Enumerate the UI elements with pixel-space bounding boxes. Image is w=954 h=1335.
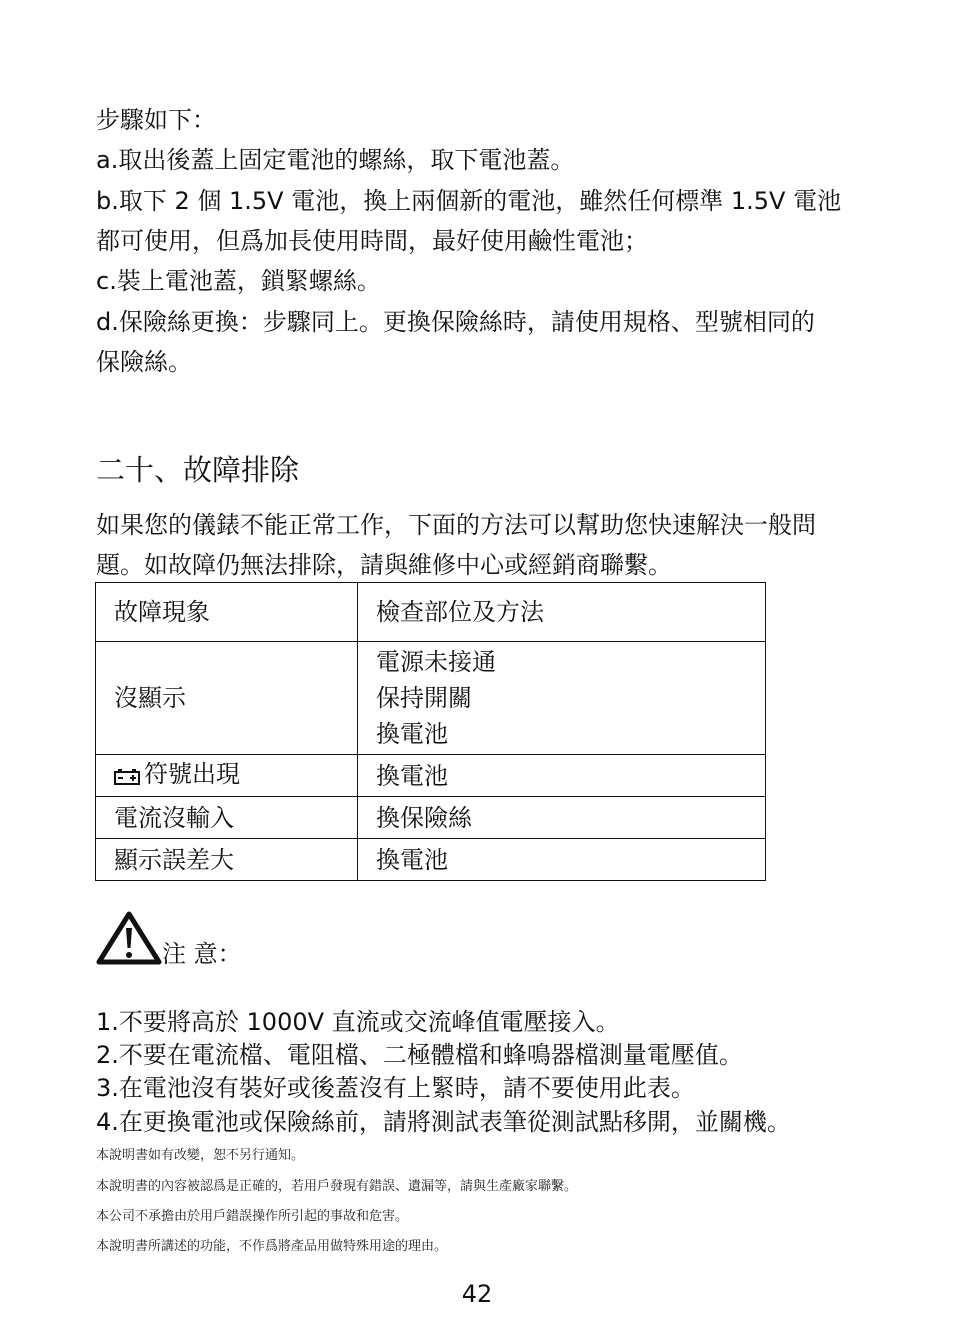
symptom-cell: 沒顯示 — [96, 642, 358, 755]
step-d-line1: d.保險絲更換：步驟同上。更換保險絲時，請使用規格、型號相同的 — [96, 308, 815, 336]
note-line: 本說明書如有改變，恕不另行通知。 — [96, 1148, 305, 1163]
step-a: a.取出後蓋上固定電池的螺絲，取下電池蓋。 — [96, 146, 575, 174]
table-row — [96, 797, 766, 839]
table-row — [96, 642, 766, 755]
step-c: c.裝上電池蓋，鎖緊螺絲。 — [96, 267, 381, 295]
note-line: 本說明書的內容被認爲是正確的，若用戶發現有錯誤、遺漏等，請與生產廠家聯繫。 — [96, 1179, 578, 1194]
symptom-cell: 顯示誤差大 — [96, 839, 358, 881]
note-line: 本說明書所講述的功能，不作爲將產品用做特殊用途的理由。 — [96, 1239, 448, 1254]
caution-item: 1.不要將高於 1000V 直流或交流峰值電壓接入。 — [96, 1008, 620, 1036]
method-line: 電源未接通 — [376, 648, 496, 676]
step-b-line1: b.取下 2 個 1.5V 電池，換上兩個新的電池，雖然任何標準 1.5V 電池 — [96, 187, 842, 215]
method-cell — [358, 642, 766, 755]
page-number: 42 — [461, 1280, 493, 1308]
table-row — [96, 755, 766, 797]
caution-label: 注 意： — [162, 940, 242, 968]
step-b-line2: 都可使用，但爲加長使用時間，最好使用鹼性電池； — [96, 227, 648, 255]
method-line: 換電池 — [376, 720, 448, 748]
intro-line2: 題。如故障仍無法排除，請與維修中心或經銷商聯繫。 — [96, 551, 672, 579]
caution-item: 2.不要在電流檔、電阻檔、二極體檔和蜂鳴器檔測量電壓值。 — [96, 1041, 743, 1069]
caution-item: 3.在電池沒有裝好或後蓋沒有上緊時，請不要使用此表。 — [96, 1074, 695, 1102]
step-d-line2: 保險絲。 — [96, 348, 192, 376]
header-method: 檢查部位及方法 — [358, 583, 766, 642]
table-row — [96, 839, 766, 881]
section-heading: 二十、故障排除 — [96, 453, 300, 487]
symptom-cell: 電流沒輸入 — [96, 797, 358, 839]
method-cell: 換保險絲 — [358, 797, 766, 839]
steps-title: 步驟如下： — [96, 106, 216, 134]
intro-line1: 如果您的儀錶不能正常工作，下面的方法可以幫助您快速解決一般問 — [96, 511, 816, 539]
caution-item: 4.在更換電池或保險絲前，請將測試表筆從測試點移開，並關機。 — [96, 1108, 791, 1136]
note-line: 本公司不承擔由於用戶錯誤操作所引起的事故和危害。 — [96, 1209, 409, 1224]
troubleshooting-table — [95, 582, 766, 881]
table-header-row — [96, 583, 766, 642]
method-cell: 換電池 — [358, 839, 766, 881]
warning-triangle-icon — [96, 910, 162, 970]
symptom-text: 符號出現 — [144, 760, 240, 788]
battery-icon — [114, 759, 140, 795]
method-cell: 換電池 — [358, 755, 766, 797]
header-symptom: 故障現象 — [96, 583, 358, 642]
method-line: 保持開關 — [376, 684, 472, 712]
symptom-cell — [96, 755, 358, 797]
